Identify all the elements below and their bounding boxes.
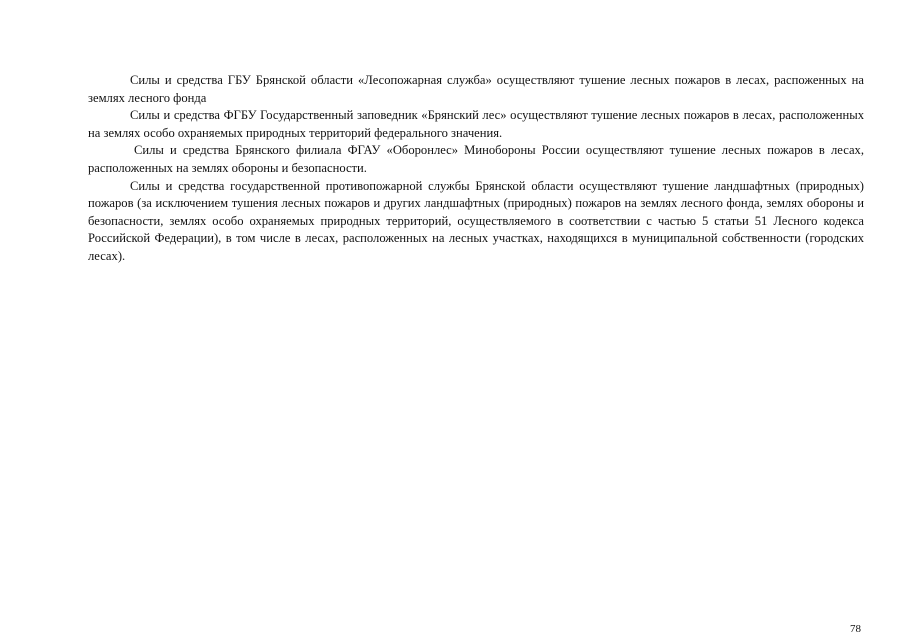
page-number: 78 <box>850 623 861 635</box>
paragraph-bryansky-les-reserve: Силы и средства ФГБУ Государственный заповедник «Брянский лес» осуществляют тушение лесных пожаров в лесах, расположенных на землях особо охраняемых природных территорий федерального значения. <box>88 108 864 140</box>
paragraph-fire-service: Силы и средства государственной противопожарной службы Брянской области осуществляют тушение ландшафтных (природных) пожаров (за исключением тушения лесных пожаров и других ландшафтных (природных) пожаров на землях лесного фонда, землях обороны и безопасности, землях особо охраняемых природных территорий, осуществляемого в соответствии с частью 5 статьи 51 Лесного кодекса Российской Федерации), в том числе в лесах, расположенных на лесных участках, находящихся в муниципальной собственности (городских лесах). <box>88 178 864 263</box>
paragraph-oboronles: Силы и средства Брянского филиала ФГАУ «Оборонлес» Минобороны России осуществляют тушение лесных пожаров в лесах, расположенных на землях обороны и безопасности. <box>88 143 864 175</box>
paragraph-lesopozharnaya-sluzhba: Силы и средства ГБУ Брянской области «Лесопожарная служба» осуществляют тушение лесных пожаров в лесах, распоженных на землях лесного фонда <box>88 73 864 105</box>
document-body <box>88 72 864 266</box>
